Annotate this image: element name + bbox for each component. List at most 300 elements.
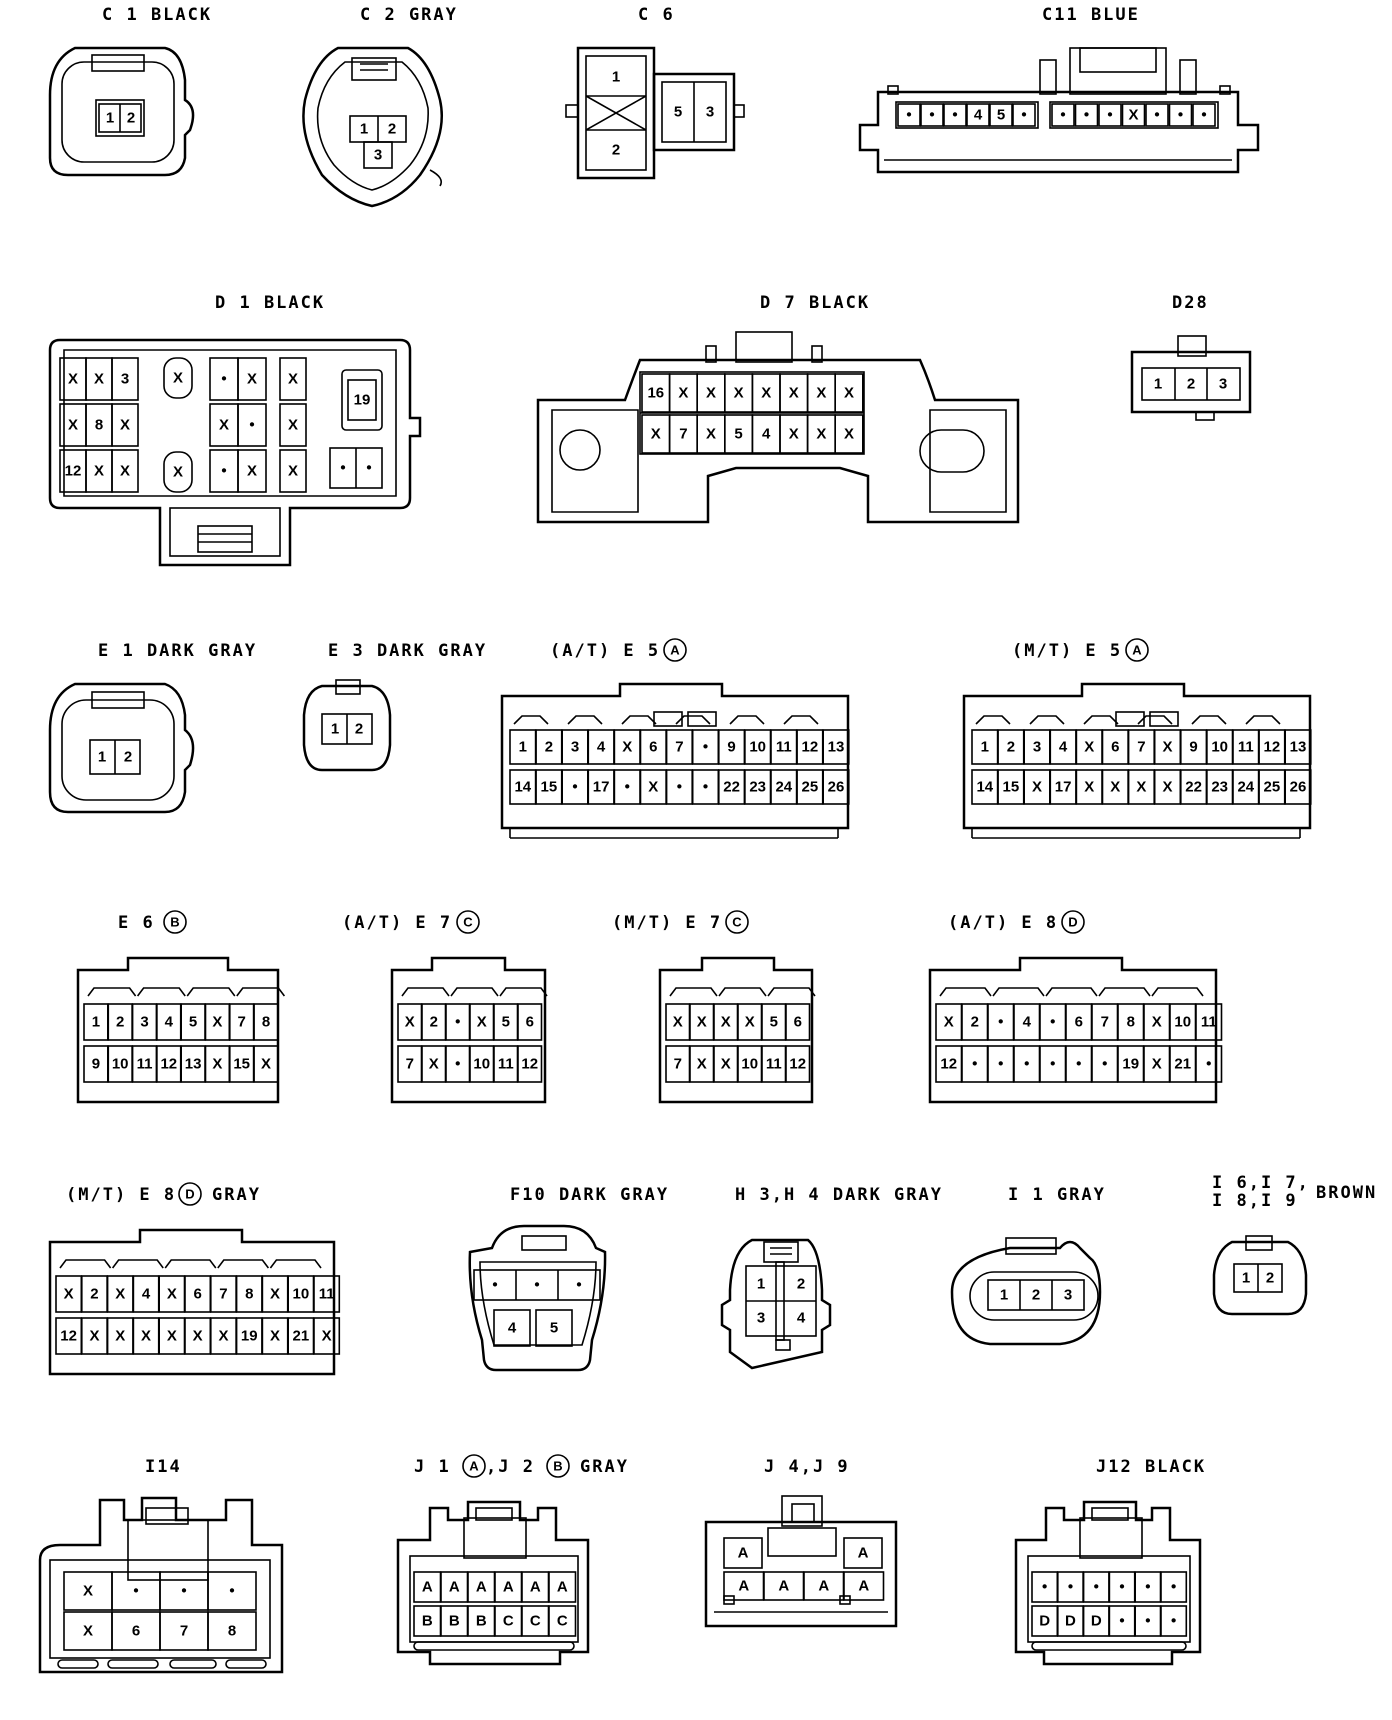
connector-c2-title: C 2 GRAY bbox=[360, 5, 458, 25]
pin: X bbox=[172, 369, 184, 387]
pin: 25 bbox=[1263, 778, 1281, 796]
connector-e7-at bbox=[342, 911, 547, 1102]
pin: 10 bbox=[741, 1055, 759, 1073]
connector-j4-j9 bbox=[706, 1457, 896, 1626]
pin: B bbox=[475, 1612, 487, 1630]
pin: X bbox=[705, 384, 717, 402]
circle-label: A bbox=[469, 1458, 479, 1474]
pin: 2 bbox=[1265, 1269, 1275, 1287]
pin: C bbox=[556, 1612, 568, 1630]
circle-label: A bbox=[670, 642, 680, 658]
pin: • bbox=[1206, 1055, 1212, 1073]
pin: 2 bbox=[1031, 1286, 1041, 1304]
connector-e5-mt bbox=[964, 639, 1311, 838]
pin: 11 bbox=[497, 1055, 514, 1073]
pin: • bbox=[1076, 1055, 1082, 1073]
pin: 26 bbox=[827, 778, 845, 796]
pin: 11 bbox=[775, 738, 792, 756]
pin: 1 bbox=[1153, 375, 1163, 393]
pin: 1 bbox=[999, 1286, 1009, 1304]
connector-c1 bbox=[50, 5, 212, 175]
pin: 7 bbox=[673, 1055, 682, 1073]
connector-j12-title: J12 BLACK bbox=[1096, 1457, 1207, 1477]
pin: D bbox=[1039, 1612, 1051, 1630]
pin: 4 bbox=[141, 1285, 151, 1303]
pin: X bbox=[943, 1013, 954, 1031]
connector-c1-title: C 1 BLACK bbox=[102, 5, 213, 25]
pin: 12 bbox=[940, 1055, 958, 1073]
pin: X bbox=[672, 1013, 683, 1031]
pin: 7 bbox=[405, 1055, 414, 1073]
connector-f10-title: F10 DARK GRAY bbox=[510, 1185, 670, 1205]
pin: • bbox=[1067, 1578, 1074, 1596]
connector-e8-at-title: (A/T) E 8 bbox=[948, 913, 1059, 933]
pin: 3 bbox=[373, 146, 383, 164]
pin: X bbox=[260, 1055, 272, 1073]
pin: 13 bbox=[1289, 738, 1307, 756]
connector-f10 bbox=[470, 1185, 669, 1370]
pin: 7 bbox=[237, 1013, 246, 1031]
pin: 15 bbox=[233, 1055, 251, 1073]
pin: X bbox=[166, 1285, 177, 1303]
pin: X bbox=[1162, 778, 1173, 796]
pin: 19 bbox=[240, 1327, 258, 1345]
pin: 4 bbox=[796, 1309, 806, 1327]
pin: 3 bbox=[1218, 375, 1228, 393]
connector-j2-title: ,J 2 bbox=[486, 1457, 535, 1477]
pin: • bbox=[972, 1055, 978, 1073]
pin: 2 bbox=[796, 1275, 806, 1293]
pin: • bbox=[1083, 106, 1090, 124]
connector-e8-mt bbox=[50, 1183, 339, 1374]
pin: C bbox=[529, 1612, 541, 1630]
pin: • bbox=[340, 459, 346, 477]
pin: 3 bbox=[1032, 738, 1042, 756]
pin: X bbox=[1110, 778, 1121, 796]
pin: 1 bbox=[91, 1013, 101, 1031]
pin: X bbox=[115, 1327, 126, 1345]
pin: 21 bbox=[292, 1327, 310, 1345]
circle-label: D bbox=[185, 1186, 195, 1202]
pin: 19 bbox=[1122, 1055, 1140, 1073]
pin: X bbox=[788, 384, 799, 402]
pin: 7 bbox=[1100, 1013, 1109, 1031]
pin: X bbox=[321, 1327, 332, 1345]
pin: 17 bbox=[1054, 778, 1072, 796]
pin: 8 bbox=[1126, 1013, 1135, 1031]
pin: X bbox=[720, 1013, 731, 1031]
connector-d7-title: D 7 BLACK bbox=[760, 293, 871, 313]
pin: 6 bbox=[793, 1013, 802, 1031]
connector-c11-title: C11 BLUE bbox=[1042, 5, 1140, 25]
connector-d28-title: D28 bbox=[1172, 293, 1209, 313]
pin: 23 bbox=[749, 778, 767, 796]
pin: 3 bbox=[140, 1013, 149, 1031]
pin: • bbox=[1102, 1055, 1108, 1073]
connector-e7-at-title: (A/T) E 7 bbox=[342, 913, 453, 933]
pin: 5 bbox=[673, 103, 683, 121]
pin: 24 bbox=[1237, 778, 1255, 796]
pin: 6 bbox=[1074, 1013, 1083, 1031]
pin: X bbox=[1084, 738, 1095, 756]
pin: X bbox=[246, 370, 258, 388]
pin: 13 bbox=[184, 1055, 202, 1073]
pin: 4 bbox=[1022, 1013, 1031, 1031]
pin: X bbox=[843, 425, 855, 443]
pin: • bbox=[1171, 1578, 1177, 1596]
pin: 4 bbox=[507, 1319, 517, 1337]
pin: 10 bbox=[1174, 1013, 1192, 1031]
pin: 8 bbox=[227, 1622, 237, 1640]
pin: X bbox=[212, 1055, 223, 1073]
pin: 5 bbox=[996, 106, 1006, 124]
pin: 15 bbox=[1002, 778, 1020, 796]
connector-d7 bbox=[538, 293, 1018, 522]
pin: 1 bbox=[330, 720, 340, 738]
pin: 8 bbox=[261, 1013, 271, 1031]
pin: • bbox=[1024, 1055, 1030, 1073]
pin: 1 bbox=[97, 748, 107, 766]
connector-d1-title: D 1 BLACK bbox=[215, 293, 326, 313]
pin: 3 bbox=[570, 738, 580, 756]
pin: 8 bbox=[94, 416, 104, 434]
pin: 2 bbox=[970, 1013, 979, 1031]
pin: A bbox=[737, 1544, 749, 1562]
pin: 26 bbox=[1289, 778, 1307, 796]
connector-i1 bbox=[952, 1185, 1106, 1344]
pin: 1 bbox=[518, 738, 527, 756]
pin: • bbox=[906, 106, 912, 124]
connector-e8-at bbox=[930, 911, 1222, 1102]
pin: • bbox=[1145, 1612, 1151, 1630]
connector-c2 bbox=[303, 5, 457, 206]
pin: X bbox=[82, 1582, 94, 1600]
connector-j1-color: GRAY bbox=[580, 1457, 629, 1477]
pin: 22 bbox=[723, 778, 740, 796]
pin: • bbox=[249, 416, 255, 434]
pin: • bbox=[1171, 1612, 1177, 1630]
pin: 1 bbox=[105, 109, 115, 127]
connector-e6 bbox=[78, 911, 284, 1102]
pin: 23 bbox=[1211, 778, 1229, 796]
circle-label: B bbox=[553, 1458, 563, 1474]
pin: 9 bbox=[1189, 738, 1198, 756]
pin: • bbox=[929, 106, 935, 124]
pin: 17 bbox=[592, 778, 610, 796]
pin: 2 bbox=[429, 1013, 438, 1031]
pin: 2 bbox=[123, 748, 133, 766]
pin: • bbox=[221, 462, 227, 480]
pin: • bbox=[998, 1055, 1004, 1073]
pin: B bbox=[421, 1612, 433, 1630]
pin: 10 bbox=[749, 738, 767, 756]
connector-h34-title: H 3,H 4 DARK GRAY bbox=[735, 1185, 943, 1205]
pin: A bbox=[858, 1577, 870, 1595]
pin: • bbox=[572, 778, 578, 796]
pin: 8 bbox=[245, 1285, 254, 1303]
circle-label: D bbox=[1068, 914, 1078, 930]
pin: • bbox=[702, 778, 709, 796]
pin: 2 bbox=[116, 1013, 125, 1031]
connector-i6-i9 bbox=[1212, 1173, 1377, 1314]
pin: • bbox=[676, 778, 683, 796]
pin: 10 bbox=[111, 1055, 129, 1073]
pin: 15 bbox=[540, 778, 558, 796]
pin: 9 bbox=[727, 738, 736, 756]
pin: X bbox=[270, 1327, 281, 1345]
pin: • bbox=[1177, 106, 1184, 124]
pin: X bbox=[67, 370, 79, 388]
pin: 5 bbox=[734, 425, 743, 443]
connector-i1-title: I 1 GRAY bbox=[1008, 1185, 1106, 1205]
connector-d1 bbox=[50, 293, 420, 565]
pin: X bbox=[733, 384, 744, 402]
pin: 7 bbox=[1137, 738, 1146, 756]
pin: X bbox=[119, 462, 131, 480]
connector-e5-at bbox=[502, 639, 849, 838]
pin: 7 bbox=[679, 425, 688, 443]
pin: X bbox=[93, 462, 105, 480]
pin: 10 bbox=[1211, 738, 1229, 756]
pin: X bbox=[650, 425, 661, 443]
connector-h3-h4 bbox=[722, 1185, 943, 1368]
pin: 2 bbox=[354, 720, 364, 738]
pin: • bbox=[221, 370, 227, 388]
pin: 3 bbox=[120, 370, 130, 388]
connector-e3 bbox=[304, 641, 487, 770]
connector-e5-at-title: (A/T) E 5 bbox=[550, 641, 661, 661]
pin: 5 bbox=[501, 1013, 510, 1031]
circle-label: A bbox=[1132, 642, 1142, 658]
pin: A bbox=[448, 1578, 460, 1596]
pin: 11 bbox=[765, 1055, 782, 1073]
pin: 12 bbox=[521, 1055, 539, 1073]
pin: X bbox=[270, 1285, 281, 1303]
connector-j4-title: J 4,J 9 bbox=[764, 1457, 850, 1477]
pin: 5 bbox=[188, 1013, 198, 1031]
pin: 19 bbox=[353, 391, 371, 409]
pin: X bbox=[1151, 1013, 1162, 1031]
pin: X bbox=[172, 463, 184, 481]
pin: 4 bbox=[596, 738, 606, 756]
pin: • bbox=[1021, 106, 1027, 124]
pin: 1 bbox=[359, 120, 369, 138]
pin: • bbox=[1201, 106, 1207, 124]
pin: 11 bbox=[136, 1055, 153, 1073]
pin: A bbox=[529, 1578, 541, 1596]
pin: X bbox=[843, 384, 855, 402]
pin: • bbox=[1119, 1612, 1125, 1630]
pin: 7 bbox=[675, 738, 684, 756]
pin: X bbox=[404, 1013, 415, 1031]
pin: 2 bbox=[1006, 738, 1016, 756]
pin: • bbox=[1050, 1055, 1056, 1073]
connector-e3-title: E 3 DARK GRAY bbox=[328, 641, 488, 661]
pin: 2 bbox=[90, 1285, 99, 1303]
circle-label: B bbox=[170, 914, 180, 930]
pin: • bbox=[998, 1013, 1004, 1031]
pin: X bbox=[1031, 778, 1043, 796]
pin: • bbox=[1107, 106, 1113, 124]
pin: 6 bbox=[649, 738, 658, 756]
pin: X bbox=[1136, 778, 1147, 796]
connector-e8-mt-title: (M/T) E 8 bbox=[66, 1185, 177, 1205]
pin: 3 bbox=[705, 103, 715, 121]
pin: • bbox=[576, 1276, 582, 1294]
pin: X bbox=[816, 384, 827, 402]
pin: 3 bbox=[756, 1309, 766, 1327]
circle-label: C bbox=[463, 914, 473, 930]
pin: A bbox=[857, 1544, 869, 1562]
pin: X bbox=[788, 425, 799, 443]
pin: 4 bbox=[164, 1013, 173, 1031]
pin: X bbox=[476, 1013, 487, 1031]
pin: D bbox=[1065, 1612, 1076, 1630]
pin: • bbox=[952, 106, 958, 124]
pin: 4 bbox=[1058, 738, 1068, 756]
pin: • bbox=[492, 1276, 498, 1294]
pin: 25 bbox=[801, 778, 819, 796]
pin: 11 bbox=[1200, 1013, 1217, 1031]
pin: 2 bbox=[611, 141, 621, 159]
pin: • bbox=[1145, 1578, 1151, 1596]
connector-j1-j2 bbox=[398, 1455, 629, 1664]
pin: 11 bbox=[1237, 738, 1254, 756]
connector-j12 bbox=[1016, 1457, 1206, 1664]
pin: • bbox=[1060, 106, 1066, 124]
pin: 6 bbox=[1111, 738, 1120, 756]
pin: 1 bbox=[1241, 1269, 1251, 1287]
pin: C bbox=[502, 1612, 514, 1630]
pin: X bbox=[93, 370, 105, 388]
pin: 7 bbox=[219, 1285, 228, 1303]
pin: 1 bbox=[611, 68, 621, 86]
pin: 12 bbox=[160, 1055, 178, 1073]
pin: A bbox=[502, 1578, 514, 1596]
connector-e8-mt-color: GRAY bbox=[212, 1185, 261, 1205]
connector-c6-title: C 6 bbox=[638, 5, 675, 25]
pin: 2 bbox=[387, 120, 397, 138]
pin: X bbox=[218, 416, 230, 434]
pin: • bbox=[455, 1013, 461, 1031]
pin: X bbox=[1084, 778, 1095, 796]
pin: X bbox=[287, 462, 299, 480]
pin: X bbox=[761, 384, 772, 402]
pin: X bbox=[696, 1013, 707, 1031]
pin: 7 bbox=[179, 1622, 189, 1640]
pin: A bbox=[556, 1578, 568, 1596]
connector-c6 bbox=[566, 5, 744, 178]
pin: • bbox=[366, 459, 372, 477]
pin: • bbox=[1154, 106, 1160, 124]
pin: X bbox=[1128, 106, 1139, 124]
pin: 5 bbox=[549, 1319, 559, 1337]
connector-i6-title-line2: I 8,I 9 bbox=[1212, 1191, 1298, 1211]
pin: • bbox=[534, 1276, 540, 1294]
connector-e7-mt bbox=[612, 911, 815, 1102]
pin: X bbox=[246, 462, 258, 480]
connector-e1-title: E 1 DARK GRAY bbox=[98, 641, 258, 661]
pin: X bbox=[1162, 738, 1173, 756]
connector-d28 bbox=[1132, 293, 1250, 420]
pin: X bbox=[1151, 1055, 1162, 1073]
pin: A bbox=[818, 1577, 830, 1595]
pin: 21 bbox=[1174, 1055, 1192, 1073]
pin: X bbox=[720, 1055, 731, 1073]
pin: • bbox=[624, 778, 630, 796]
pin: • bbox=[1119, 1578, 1125, 1596]
pin: • bbox=[1042, 1578, 1048, 1596]
connector-j1-title: J 1 bbox=[414, 1457, 451, 1477]
pin: 4 bbox=[762, 425, 771, 443]
connector-i14-title: I14 bbox=[145, 1457, 182, 1477]
pin: 10 bbox=[292, 1285, 310, 1303]
pin: 1 bbox=[980, 738, 989, 756]
pin: • bbox=[133, 1582, 139, 1600]
pin: A bbox=[778, 1577, 790, 1595]
pin: 2 bbox=[126, 109, 136, 127]
pin: X bbox=[816, 425, 827, 443]
pin: 5 bbox=[769, 1013, 778, 1031]
pin: 9 bbox=[91, 1055, 101, 1073]
pin: X bbox=[119, 416, 131, 434]
pin: 4 bbox=[973, 106, 983, 124]
pin: X bbox=[218, 1327, 229, 1345]
pin: • bbox=[181, 1582, 187, 1600]
pin: 2 bbox=[544, 738, 554, 756]
pin: 12 bbox=[1263, 738, 1281, 756]
pin: 12 bbox=[60, 1327, 77, 1345]
connector-i14 bbox=[40, 1457, 282, 1672]
pin: 14 bbox=[514, 778, 532, 796]
connector-e6-title: E 6 bbox=[118, 913, 155, 933]
pin: 11 bbox=[318, 1285, 335, 1303]
pin: • bbox=[1093, 1578, 1099, 1596]
pin: 6 bbox=[525, 1013, 534, 1031]
pin: 13 bbox=[827, 738, 845, 756]
pin: X bbox=[67, 416, 79, 434]
pin: X bbox=[696, 1055, 707, 1073]
connector-e7-mt-title: (M/T) E 7 bbox=[612, 913, 723, 933]
pin: X bbox=[705, 425, 717, 443]
pin: X bbox=[82, 1622, 94, 1640]
pin: B bbox=[448, 1612, 460, 1630]
pin: X bbox=[287, 370, 299, 388]
connector-i6-title-line1: I 6,I 7, bbox=[1212, 1173, 1310, 1193]
pin: 1 bbox=[756, 1275, 766, 1293]
pin: 6 bbox=[193, 1285, 202, 1303]
pin: A bbox=[738, 1577, 750, 1595]
pin: X bbox=[63, 1285, 74, 1303]
pin: X bbox=[622, 738, 633, 756]
connector-e5-mt-title: (M/T) E 5 bbox=[1012, 641, 1123, 661]
pin: 6 bbox=[131, 1622, 141, 1640]
pin: X bbox=[287, 416, 299, 434]
pin: X bbox=[678, 384, 689, 402]
pin: 12 bbox=[64, 462, 82, 480]
pin: 3 bbox=[1063, 1286, 1073, 1304]
pin: X bbox=[212, 1013, 223, 1031]
circle-label: C bbox=[732, 914, 742, 930]
pin: A bbox=[421, 1578, 433, 1596]
pin: X bbox=[192, 1327, 203, 1345]
pin: 22 bbox=[1185, 778, 1202, 796]
pin: X bbox=[166, 1327, 177, 1345]
connector-e1 bbox=[50, 641, 257, 812]
pin: 10 bbox=[473, 1055, 491, 1073]
pin: X bbox=[115, 1285, 126, 1303]
pin: X bbox=[648, 778, 659, 796]
